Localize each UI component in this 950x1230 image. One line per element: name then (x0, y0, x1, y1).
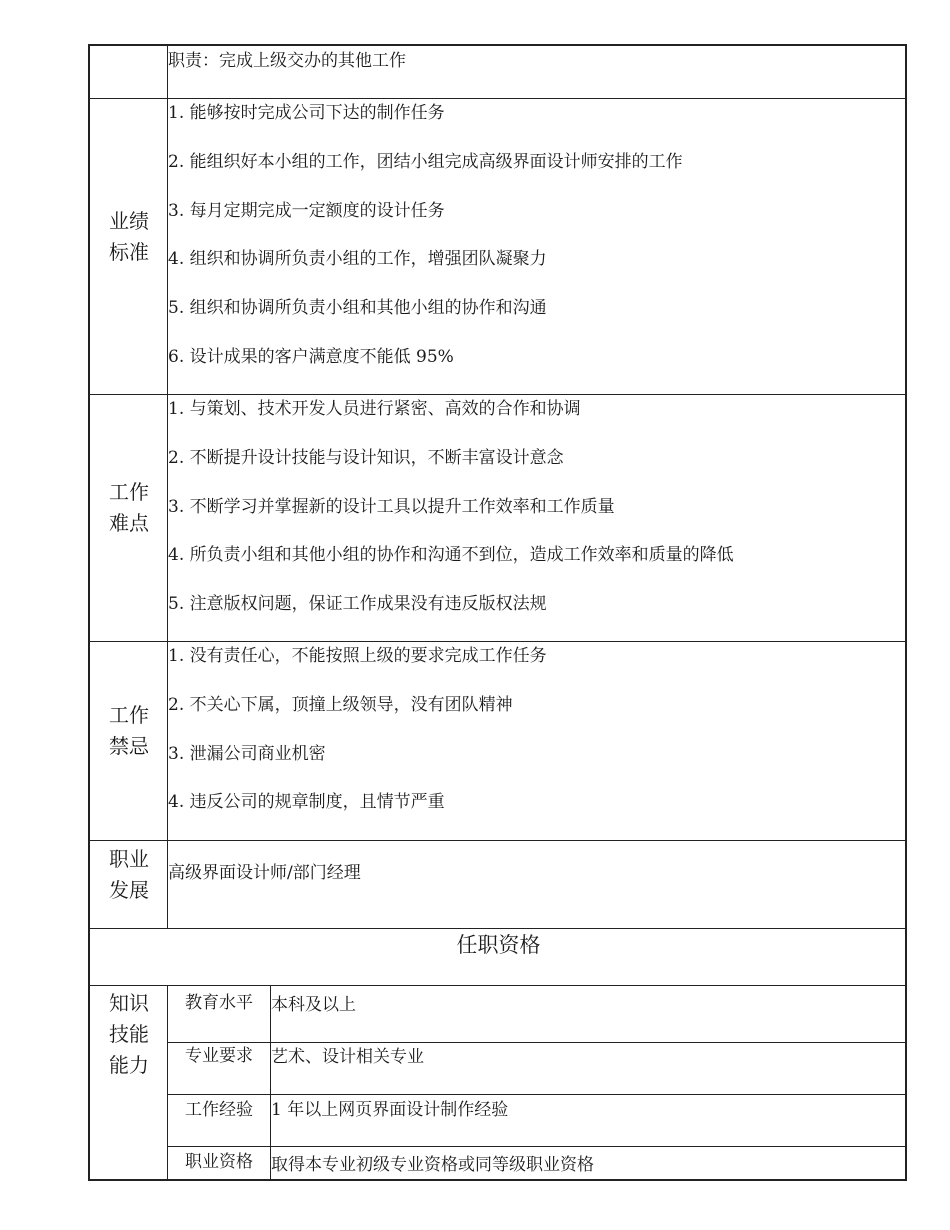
row-divider (90, 98, 907, 99)
qualification-key: 职业资格 (185, 1152, 253, 1172)
row-divider (90, 641, 907, 642)
row-divider (167, 1146, 907, 1147)
qualification-value: 取得本专业初级专业资格或同等级职业资格 (271, 1155, 594, 1175)
qualification-value: 艺术、设计相关专业 (271, 1047, 424, 1067)
row-divider (167, 1042, 907, 1043)
difficulty-item: 1. 与策划、技术开发人员进行紧密、高效的合作和协调 (168, 399, 581, 419)
taboo-item: 1. 没有责任心，不能按照上级的要求完成工作任务 (168, 646, 547, 666)
row-divider (167, 1094, 907, 1095)
qualification-key: 教育水平 (185, 993, 253, 1013)
qualification-key: 工作经验 (185, 1100, 253, 1120)
row-divider (90, 928, 907, 929)
taboo-item: 2. 不关心下属，顶撞上级领导，没有团队精神 (168, 695, 513, 715)
row-divider (90, 840, 907, 841)
row-divider (90, 985, 907, 986)
performance-item: 6. 设计成果的客户满意度不能低 95% (168, 347, 454, 367)
qualification-key: 专业要求 (185, 1046, 253, 1066)
performance-item: 3. 每月定期完成一定额度的设计任务 (168, 201, 445, 221)
job-description-table (88, 44, 907, 1181)
career-label: 职业 发展 (109, 847, 149, 902)
performance-item: 2. 能组织好本小组的工作，团结小组完成高级界面设计师安排的工作 (168, 152, 683, 172)
qualifications-label: 知识 技能 能力 (109, 991, 149, 1077)
qualifications-title: 任职资格 (456, 933, 541, 957)
qualification-value: 1 年以上网页界面设计制作经验 (271, 1100, 509, 1120)
performance-label: 业绩 标准 (109, 209, 149, 264)
performance-item: 5. 组织和协调所负责小组和其他小组的协作和沟通 (168, 298, 547, 318)
taboos-label: 工作 禁忌 (109, 703, 149, 758)
duty-text: 职责：完成上级交办的其他工作 (168, 51, 406, 71)
row-divider (90, 394, 907, 395)
taboo-item: 4. 违反公司的规章制度，且情节严重 (168, 792, 445, 812)
difficulty-item: 3. 不断学习并掌握新的设计工具以提升工作效率和工作质量 (168, 497, 615, 517)
performance-item: 4. 组织和协调所负责小组的工作，增强团队凝聚力 (168, 249, 547, 269)
performance-item: 1. 能够按时完成公司下达的制作任务 (168, 103, 445, 123)
difficulty-item: 5. 注意版权问题，保证工作成果没有违反版权法规 (168, 594, 547, 614)
difficulties-label: 工作 难点 (109, 480, 149, 535)
taboo-item: 3. 泄漏公司商业机密 (168, 744, 326, 764)
qualification-value: 本科及以上 (271, 995, 356, 1015)
difficulty-item: 2. 不断提升设计技能与设计知识，不断丰富设计意念 (168, 448, 564, 468)
difficulty-item: 4. 所负责小组和其他小组的协作和沟通不到位，造成工作效率和质量的降低 (168, 545, 734, 565)
career-text: 高级界面设计师/部门经理 (168, 863, 361, 883)
